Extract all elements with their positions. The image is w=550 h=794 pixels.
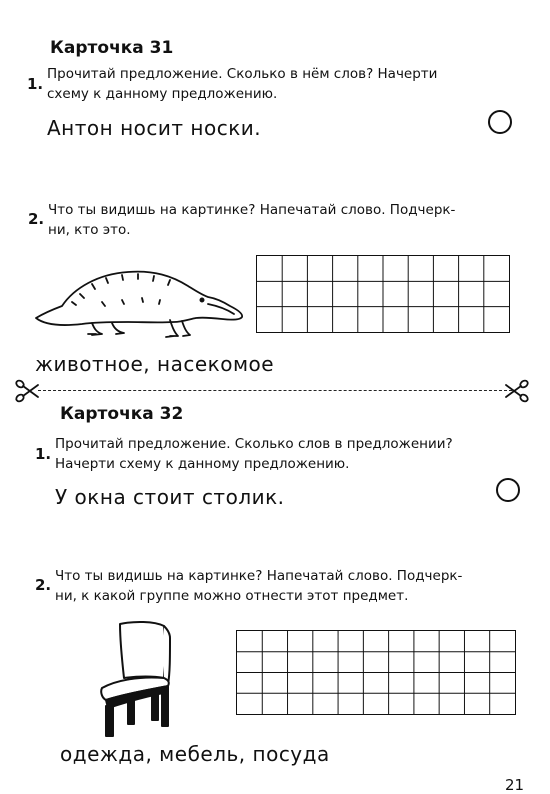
scissors-icon (504, 378, 530, 404)
card-31-choices: животное, насекомое (35, 352, 275, 376)
answer-grid-31[interactable] (256, 255, 510, 333)
cut-line (38, 390, 512, 391)
answer-grid-32[interactable] (236, 630, 516, 715)
circle-icon (496, 478, 520, 502)
card-31-sentence: Антон носит носки. (47, 116, 262, 140)
card-32-title: Карточка 32 (60, 404, 184, 424)
circle-icon (488, 110, 512, 134)
card-31-task-2-line-2: ни, кто это. (48, 222, 131, 238)
card-32-task-2-number: 2. (35, 576, 52, 594)
card-32-task-2-line-2: ни, к какой группе можно отнести этот предмет. (55, 588, 409, 604)
card-31-task-1-number: 1. (27, 75, 44, 93)
card-31-task-2-line-1: Что ты видишь на картинке? Напечатай слово. Подчерк- (48, 202, 456, 218)
card-32-task-1-line-1: Прочитай предложение. Сколько слов в предложении? (55, 436, 453, 452)
card-31-task-2-number: 2. (28, 210, 45, 228)
card-32-task-1-number: 1. (35, 445, 52, 463)
scissors-icon (14, 378, 40, 404)
card-31-task-1-line-1: Прочитай предложение. Сколько в нём слов? Начерти (47, 66, 438, 82)
platypus-drawing (32, 262, 247, 340)
card-32-sentence: У окна стоит столик. (55, 485, 285, 509)
grid-lines (237, 631, 515, 714)
card-31-title: Карточка 31 (50, 38, 174, 58)
card-32-task-1-line-2: Начерти схему к данному предложению. (55, 456, 350, 472)
chair-drawing (94, 620, 180, 738)
card-31-task-1-line-2: схему к данному предложению. (47, 86, 278, 102)
grid-lines (257, 256, 509, 332)
card-32-choices: одежда, мебель, посуда (60, 742, 330, 766)
page-number: 21 (505, 776, 525, 794)
card-32-task-2-line-1: Что ты видишь на картинке? Напечатай слово. Подчерк- (55, 568, 463, 584)
